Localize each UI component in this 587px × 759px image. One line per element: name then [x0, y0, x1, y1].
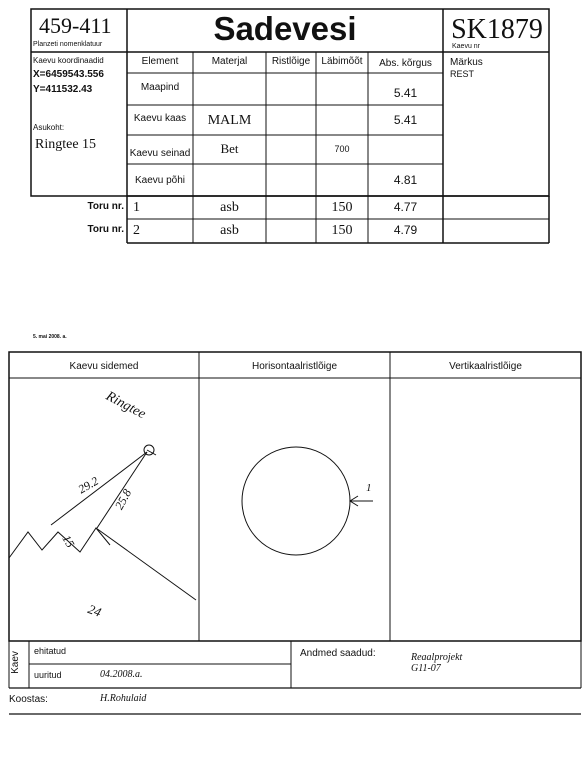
row-element: Kaevu põhi — [134, 175, 186, 186]
well-id: SK1879 — [451, 14, 543, 45]
sheet-date: 5. mai 2008. a. — [33, 334, 67, 340]
row-element: Kaevu kaas — [133, 113, 187, 124]
pipe-material: asb — [220, 200, 239, 215]
sketch-dim: 24 — [85, 601, 104, 620]
address-label: Asukoht: — [33, 123, 65, 132]
coords-label: Kaevu koordinaadid — [33, 56, 104, 65]
row-element: Maapind — [140, 82, 180, 93]
sketch-dim: 25.8 — [111, 486, 135, 512]
pipe-diameter: 150 — [331, 200, 353, 215]
col-horizontal: Horisontaalristlõige — [251, 361, 338, 372]
x-coordinate: X=6459543.556 — [33, 69, 104, 80]
notes-value: REST — [450, 69, 475, 79]
surveyed-label: uuritud — [34, 670, 62, 680]
pipe-material: asb — [220, 223, 239, 238]
map-number-label: Planzeti nomenklatuur — [33, 41, 103, 48]
row-height: 5.41 — [393, 113, 418, 127]
page-title: Sadevesi — [213, 10, 357, 47]
pipe-nr: 2 — [133, 223, 140, 238]
col-material: Materjal — [211, 56, 248, 67]
row-material: MALM — [207, 113, 252, 128]
pipe-label: Toru nr. — [87, 224, 124, 235]
row-material: Bet — [220, 141, 239, 156]
col-diameter: Läbimõõt — [321, 56, 363, 67]
side-label: Kaev — [9, 651, 21, 674]
surveyed-value: 04.2008.a. — [100, 669, 143, 680]
sketch-dim: 15 — [59, 532, 78, 550]
compiled-value: H.Rohulaid — [100, 693, 147, 704]
notes-label: Märkus — [450, 57, 483, 68]
compiled-label: Koostas: — [9, 694, 48, 705]
col-abs-height: Abs. kõrgus — [379, 58, 432, 69]
data-from-value: G11-07 — [411, 663, 441, 674]
pipe-height: 4.79 — [393, 223, 418, 237]
pipe-label: Toru nr. — [87, 201, 124, 212]
data-from-value: Reaalprojekt — [411, 652, 463, 663]
col-vertical: Vertikaalristlõige — [449, 361, 522, 372]
built-label: ehitatud — [34, 646, 67, 656]
col-connections: Kaevu sidemed — [69, 361, 139, 372]
col-element: Element — [141, 56, 179, 67]
data-from-label: Andmed saadud: — [300, 648, 376, 659]
y-coordinate: Y=411532.43 — [33, 84, 93, 95]
well-id-label: Kaevu nr — [452, 43, 481, 50]
location-sketch — [9, 445, 196, 600]
pipe-nr: 1 — [133, 200, 140, 215]
pipe-diameter: 150 — [331, 223, 353, 238]
row-height: 4.81 — [393, 173, 418, 187]
pipe-height: 4.77 — [393, 200, 418, 214]
col-cross-section: Ristlõige — [271, 56, 311, 67]
row-element: Kaevu seinad — [129, 148, 191, 159]
row-height: 5.41 — [393, 86, 418, 100]
sketch-dim: 29.2 — [75, 473, 101, 497]
pipe-arrow-label: 1 — [366, 482, 372, 494]
row-diameter: 700 — [334, 144, 350, 154]
map-number: 459-411 — [39, 13, 112, 38]
address: Ringtee 15 — [35, 137, 97, 152]
sketch-street: Ringtee — [103, 388, 149, 423]
horizontal-section — [242, 447, 373, 555]
